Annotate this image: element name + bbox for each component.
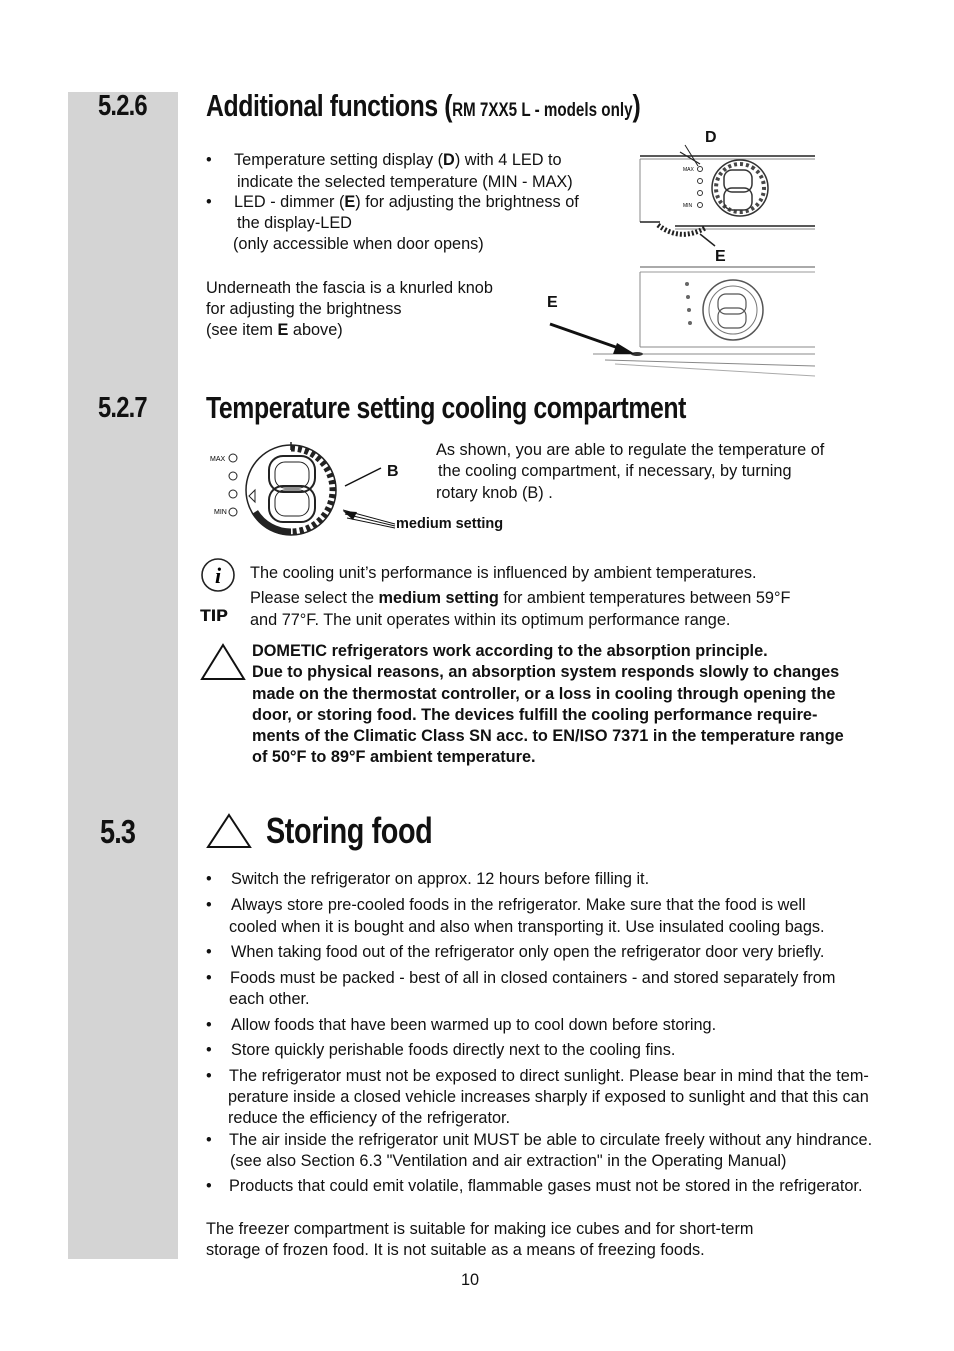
tip-line-1: The cooling unit’s performance is influenced by ambient temperatures.	[250, 564, 757, 582]
svg-text:MAX: MAX	[210, 456, 226, 463]
section-title-storing-food: Storing food	[266, 810, 433, 851]
left-margin-band	[68, 92, 178, 1259]
closing-line-2: storage of frozen food. It is not suitable as a means of freezing foods.	[206, 1241, 705, 1259]
fascia-line-3: (see item E above)	[206, 321, 343, 339]
temp-description-line-3: rotary knob (B) .	[436, 484, 553, 502]
rotary-knob-illustration	[205, 440, 395, 540]
svg-text:MAX: MAX	[683, 167, 694, 173]
display-panel-illustration	[630, 150, 820, 240]
section-title-temperature-setting: Temperature setting cooling compartment	[206, 390, 687, 425]
closing-line-1: The freezer compartment is suitable for making ice cubes and for short-term	[206, 1220, 754, 1238]
temp-description-line-2: the cooling compartment, if necessary, by turning	[438, 462, 792, 480]
section-number-5-3: 5.3	[100, 813, 136, 850]
tip-line-2: Please select the medium setting for ambient temperatures between 59°F	[250, 589, 791, 607]
label-b: B	[387, 463, 399, 480]
fascia-line-1: Underneath the fascia is a knurled knob	[206, 279, 493, 297]
label-d: D	[705, 129, 717, 146]
warning-triangle-icon	[206, 813, 252, 849]
label-e-top: E	[715, 248, 726, 265]
warning-triangle-icon	[200, 643, 246, 681]
label-medium-setting: medium setting	[396, 516, 504, 532]
page-number: 10	[461, 1271, 480, 1289]
label-e-bottom: E	[547, 294, 558, 311]
info-icon	[200, 557, 236, 593]
section-number-5-2-6: 5.2.6	[98, 90, 147, 122]
fascia-line-2: for adjusting the brightness	[206, 300, 402, 318]
tip-line-3: and 77°F. The unit operates within its optimum performance range.	[250, 611, 731, 629]
warning-text: DOMETIC refrigerators work according to the absorption principle. Due to physical reasons, an absorption system responds slowly to changes made on the thermostat controller, or a loss in cooling through opening the door, or storing food. The devices fulfill the cooling performance require- ments of the Climatic Class SN acc. to EN/ISO 7371 in the temperature range of 50°F to 89°F ambient temperature.	[252, 642, 844, 767]
fascia-knob-illustration	[545, 262, 820, 382]
svg-text:MIN: MIN	[683, 203, 693, 209]
svg-text:MIN: MIN	[214, 509, 227, 516]
section-number-5-2-7: 5.2.7	[98, 392, 147, 424]
section-title-additional-functions: Additional functions (RM 7XX5 L - models only)	[206, 88, 641, 123]
tip-label: TIP	[200, 606, 228, 625]
temp-description-line-1: As shown, you are able to regulate the temperature of	[436, 441, 825, 459]
svg-text:i: i	[214, 563, 222, 588]
